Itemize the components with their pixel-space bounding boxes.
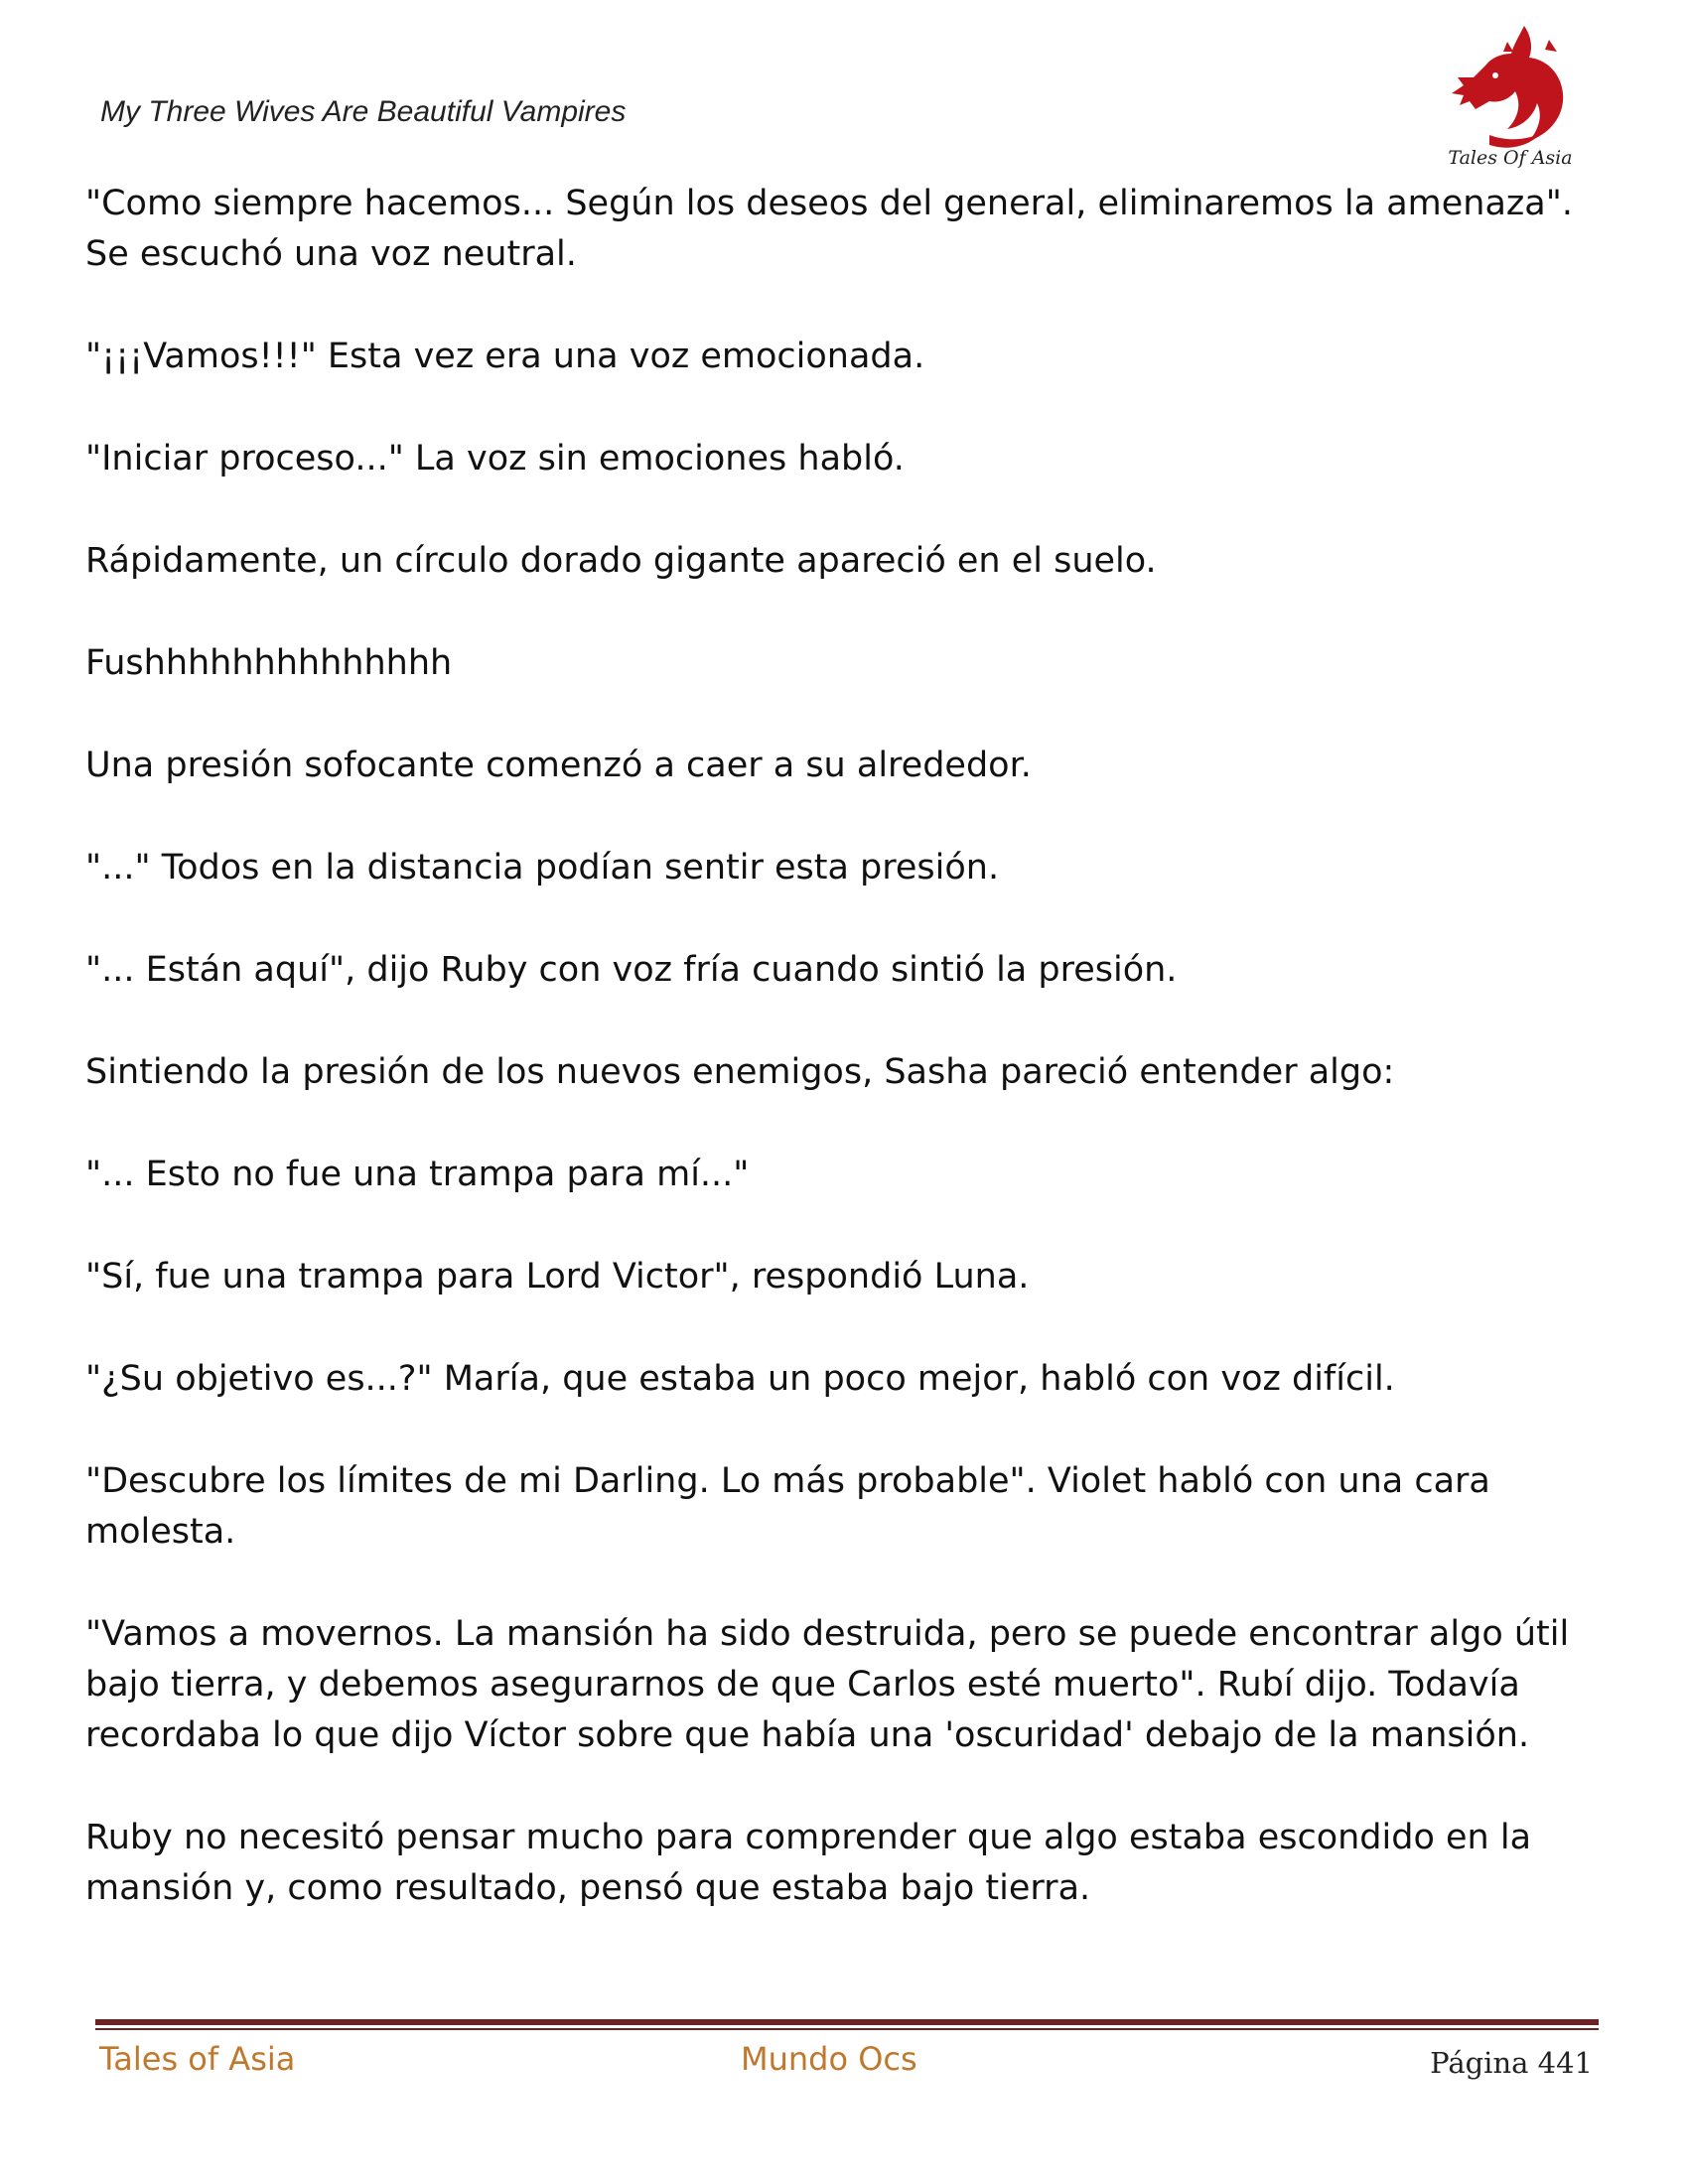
paragraph: Rápidamente, un círculo dorado gigante apareció en el suelo. (85, 541, 1157, 581)
paragraph: "Iniciar proceso..." La voz sin emociones habló. (85, 439, 905, 478)
paragraph: Una presión sofocante comenzó a caer a su alrededor. (85, 746, 1032, 785)
dragon-icon (1430, 18, 1579, 162)
footer-section: Mundo Ocs (741, 2040, 917, 2078)
logo-text: Tales Of Asia (1448, 147, 1573, 169)
paragraph: "..." Todos en la distancia podían sentir esta presión. (85, 848, 1000, 887)
page-footer (0, 2040, 1688, 2090)
paragraph: Sintiendo la presión de los nuevos enemigos, Sasha pareció entender algo: (85, 1052, 1395, 1092)
paragraph: "... Esto no fue una trampa para mí..." (85, 1155, 750, 1194)
paragraph: "Como siempre hacemos... Según los deseos del general, eliminaremos la amenaza". Se escuchó una voz neutral. (85, 184, 1573, 274)
paragraph: "¡¡¡Vamos!!!" Esta vez era una voz emocionada. (85, 337, 925, 376)
paragraph: "Descubre los límites de mi Darling. Lo más probable". Violet habló con una cara molesta. (85, 1461, 1490, 1552)
page-number: Página 441 (1430, 2046, 1593, 2080)
paragraph: "¿Su objetivo es...?" María, que estaba un poco mejor, habló con voz difícil. (85, 1359, 1395, 1399)
book-title: My Three Wives Are Beautiful Vampires (100, 95, 627, 128)
paragraph: Ruby no necesitó pensar mucho para comprender que algo estaba escondido en la mansión y, como resultado, pensó que estaba bajo tierra. (85, 1818, 1532, 1908)
paragraph: Fushhhhhhhhhhhhhh (85, 643, 453, 683)
chapter-body (85, 179, 1595, 1966)
footer-publisher: Tales of Asia (99, 2040, 296, 2078)
paragraph: "Sí, fue una trampa para Lord Victor", respondió Luna. (85, 1257, 1030, 1297)
tales-of-asia-logo (1430, 18, 1579, 177)
footer-divider (95, 2019, 1599, 2030)
paragraph: "... Están aquí", dijo Ruby con voz fría cuando sintió la presión. (85, 950, 1178, 990)
paragraph: "Vamos a movernos. La mansión ha sido destruida, pero se puede encontrar algo útil bajo tierra, y debemos asegurarnos de que Carlos esté muerto". Rubí dijo. Todavía recordaba lo que dijo Víctor sobre que había una 'oscuridad' debajo de la mansión. (85, 1614, 1570, 1755)
